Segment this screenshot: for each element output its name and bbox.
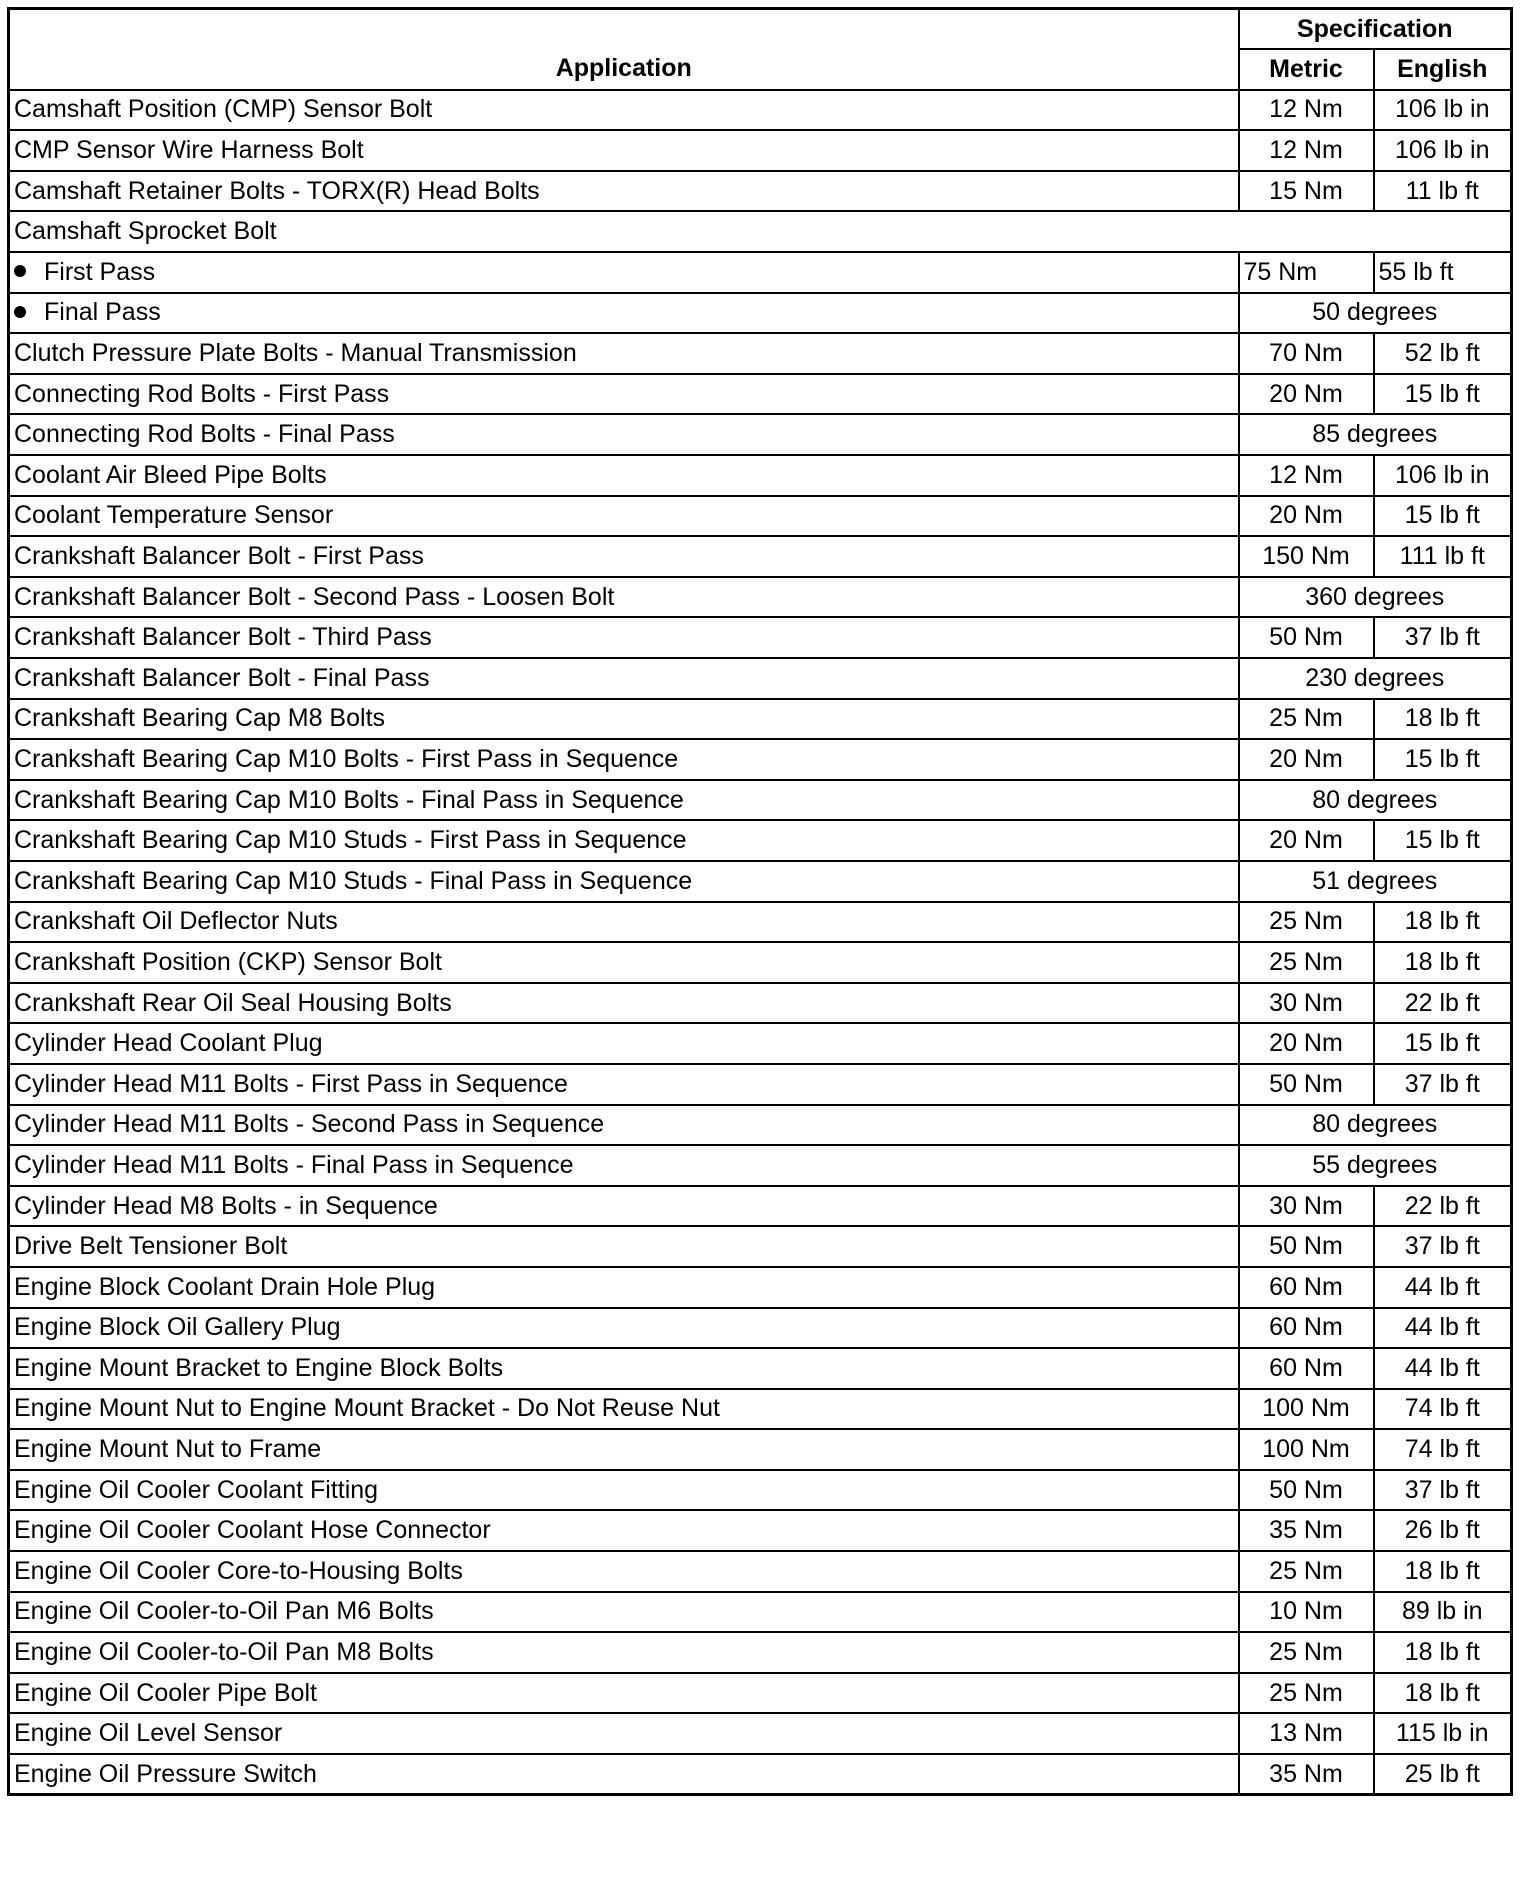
application-cell [9, 455, 1239, 496]
application-label: Crankshaft Bearing Cap M8 Bolts [14, 704, 386, 733]
english-cell: 37 lb ft [1374, 1470, 1512, 1511]
english-cell: 44 lb ft [1374, 1348, 1512, 1389]
application-label: Engine Oil Cooler-to-Oil Pan M6 Bolts [14, 1597, 434, 1626]
english-cell: 18 lb ft [1374, 1551, 1512, 1592]
table-row [9, 1226, 1512, 1267]
table-row [9, 374, 1512, 415]
metric-cell: 12 Nm [1239, 130, 1374, 171]
english-cell: 106 lb in [1374, 90, 1512, 131]
table-row [9, 942, 1512, 983]
application-label: Crankshaft Position (CKP) Sensor Bolt [14, 947, 442, 976]
english-cell: 106 lb in [1374, 130, 1512, 171]
table-row [9, 1145, 1512, 1186]
english-cell: 18 lb ft [1374, 1632, 1512, 1673]
english-cell: 15 lb ft [1374, 820, 1512, 861]
application-label: Cylinder Head M11 Bolts - Final Pass in Sequence [14, 1150, 574, 1179]
application-cell [9, 942, 1239, 983]
application-cell [9, 658, 1239, 699]
english-cell: 44 lb ft [1374, 1267, 1512, 1308]
table-row [9, 455, 1512, 496]
application-cell [9, 1308, 1239, 1349]
english-cell: 37 lb ft [1374, 1226, 1512, 1267]
english-cell: 18 lb ft [1374, 942, 1512, 983]
application-label: Engine Block Coolant Drain Hole Plug [14, 1272, 436, 1301]
application-label: CMP Sensor Wire Harness Bolt [14, 136, 364, 165]
application-cell [9, 1429, 1239, 1470]
metric-cell: 100 Nm [1239, 1429, 1374, 1470]
table-row [9, 171, 1512, 212]
table-row [9, 820, 1512, 861]
metric-cell: 10 Nm [1239, 1592, 1374, 1633]
table-row [9, 902, 1512, 943]
application-label: Crankshaft Balancer Bolt - Second Pass - Loosen Bolt [14, 582, 615, 611]
application-cell [9, 1023, 1239, 1064]
application-label: Engine Mount Nut to Engine Mount Bracket - Do Not Reuse Nut [14, 1394, 720, 1423]
application-label: Camshaft Retainer Bolts - TORX(R) Head Bolts [14, 176, 540, 205]
table-row [9, 1267, 1512, 1308]
table-row [9, 1308, 1512, 1349]
table-row [9, 861, 1512, 902]
table-row [9, 617, 1512, 658]
application-label: Engine Oil Pressure Switch [14, 1759, 317, 1788]
metric-cell: 60 Nm [1239, 1348, 1374, 1389]
application-cell [9, 252, 1239, 293]
application-cell [9, 983, 1239, 1024]
table-row [9, 1429, 1512, 1470]
application-cell [9, 211, 1512, 252]
metric-cell: 13 Nm [1239, 1713, 1374, 1754]
application-label: Crankshaft Bearing Cap M10 Bolts - First Pass in Sequence [14, 744, 679, 773]
table-row [9, 1673, 1512, 1714]
application-cell [9, 1470, 1239, 1511]
table-row [9, 1754, 1512, 1795]
english-cell: 11 lb ft [1374, 171, 1512, 212]
table-row [9, 577, 1512, 618]
metric-cell: 100 Nm [1239, 1389, 1374, 1430]
metric-cell: 60 Nm [1239, 1308, 1374, 1349]
application-label: Cylinder Head M8 Bolts - in Sequence [14, 1191, 438, 1220]
application-cell [9, 820, 1239, 861]
application-cell [9, 1754, 1239, 1795]
application-cell [9, 1673, 1239, 1714]
application-cell [9, 1105, 1239, 1146]
application-label: Drive Belt Tensioner Bolt [14, 1232, 288, 1261]
english-cell: 115 lb in [1374, 1713, 1512, 1754]
application-cell [9, 861, 1239, 902]
application-cell [9, 739, 1239, 780]
table-row [9, 90, 1512, 131]
application-cell [9, 536, 1239, 577]
spec-degrees-cell: 360 degrees [1239, 577, 1512, 618]
table-row [9, 496, 1512, 537]
application-label: Crankshaft Balancer Bolt - First Pass [14, 542, 424, 571]
table-row [9, 252, 1512, 293]
application-cell [9, 1064, 1239, 1105]
table-row [9, 1186, 1512, 1227]
metric-cell: 20 Nm [1239, 739, 1374, 780]
application-cell [9, 333, 1239, 374]
specification-header: Specification [1239, 9, 1512, 50]
metric-header: Metric [1239, 49, 1374, 90]
application-cell [9, 577, 1239, 618]
metric-cell: 70 Nm [1239, 333, 1374, 374]
application-cell [9, 1267, 1239, 1308]
spec-degrees-cell: 80 degrees [1239, 780, 1512, 821]
english-cell: 15 lb ft [1374, 496, 1512, 537]
table-row [9, 1348, 1512, 1389]
english-cell: 25 lb ft [1374, 1754, 1512, 1795]
application-cell [9, 414, 1239, 455]
english-cell: 106 lb in [1374, 455, 1512, 496]
application-label: Engine Oil Cooler Coolant Fitting [14, 1475, 379, 1504]
metric-cell: 35 Nm [1239, 1754, 1374, 1795]
table-row [9, 1592, 1512, 1633]
table-row [9, 658, 1512, 699]
header-row-top [9, 9, 1512, 50]
table-row [9, 536, 1512, 577]
metric-cell: 30 Nm [1239, 1186, 1374, 1227]
application-cell [9, 902, 1239, 943]
english-cell: 74 lb ft [1374, 1429, 1512, 1470]
metric-cell: 25 Nm [1239, 902, 1374, 943]
english-cell: 37 lb ft [1374, 617, 1512, 658]
application-label: Crankshaft Balancer Bolt - Third Pass [14, 623, 432, 652]
application-cell [9, 780, 1239, 821]
metric-cell: 20 Nm [1239, 496, 1374, 537]
application-label: Coolant Air Bleed Pipe Bolts [14, 460, 327, 489]
application-label: Connecting Rod Bolts - Final Pass [14, 420, 395, 449]
application-label: Cylinder Head M11 Bolts - First Pass in Sequence [14, 1069, 568, 1098]
english-cell: 37 lb ft [1374, 1064, 1512, 1105]
spec-table-body [9, 90, 1512, 1795]
application-label: Coolant Temperature Sensor [14, 501, 334, 530]
application-label: Crankshaft Rear Oil Seal Housing Bolts [14, 988, 452, 1017]
application-label: Camshaft Position (CMP) Sensor Bolt [14, 95, 433, 124]
table-row [9, 1510, 1512, 1551]
metric-cell: 25 Nm [1239, 1551, 1374, 1592]
spec-degrees-cell: 50 degrees [1239, 293, 1512, 334]
bullet-icon [14, 265, 26, 277]
application-label: Final Pass [44, 298, 161, 327]
english-cell: 15 lb ft [1374, 374, 1512, 415]
table-row [9, 414, 1512, 455]
metric-cell: 12 Nm [1239, 90, 1374, 131]
english-cell: 15 lb ft [1374, 1023, 1512, 1064]
table-row [9, 739, 1512, 780]
metric-cell: 25 Nm [1239, 942, 1374, 983]
application-cell [9, 374, 1239, 415]
english-cell: 22 lb ft [1374, 1186, 1512, 1227]
application-cell [9, 1226, 1239, 1267]
table-row [9, 211, 1512, 252]
application-cell [9, 1389, 1239, 1430]
table-row [9, 983, 1512, 1024]
metric-cell: 150 Nm [1239, 536, 1374, 577]
application-label: Engine Oil Cooler Pipe Bolt [14, 1678, 317, 1707]
metric-cell: 20 Nm [1239, 1023, 1374, 1064]
application-label: First Pass [44, 257, 156, 286]
application-label: Engine Oil Cooler-to-Oil Pan M8 Bolts [14, 1638, 434, 1667]
metric-cell: 35 Nm [1239, 1510, 1374, 1551]
table-row [9, 1632, 1512, 1673]
table-row [9, 1105, 1512, 1146]
metric-cell: 50 Nm [1239, 1226, 1374, 1267]
english-cell: 52 lb ft [1374, 333, 1512, 374]
table-row [9, 1023, 1512, 1064]
application-label: Clutch Pressure Plate Bolts - Manual Transmission [14, 339, 577, 368]
application-cell [9, 699, 1239, 740]
table-row [9, 333, 1512, 374]
application-cell [9, 1510, 1239, 1551]
metric-cell: 60 Nm [1239, 1267, 1374, 1308]
application-header: Application [9, 9, 1239, 90]
table-row [9, 1713, 1512, 1754]
table-row [9, 130, 1512, 171]
application-cell [9, 1186, 1239, 1227]
application-label: Cylinder Head Coolant Plug [14, 1029, 323, 1058]
table-row [9, 699, 1512, 740]
application-cell [9, 90, 1239, 131]
metric-cell: 50 Nm [1239, 617, 1374, 658]
table-row [9, 1551, 1512, 1592]
application-label: Crankshaft Oil Deflector Nuts [14, 907, 338, 936]
metric-cell: 20 Nm [1239, 820, 1374, 861]
metric-cell: 20 Nm [1239, 374, 1374, 415]
application-label: Engine Oil Cooler Core-to-Housing Bolts [14, 1556, 463, 1585]
spec-degrees-cell: 51 degrees [1239, 861, 1512, 902]
english-cell: 18 lb ft [1374, 902, 1512, 943]
english-cell: 15 lb ft [1374, 739, 1512, 780]
table-row [9, 1470, 1512, 1511]
metric-cell: 25 Nm [1239, 1673, 1374, 1714]
bullet-icon [14, 306, 26, 318]
spec-degrees-cell: 85 degrees [1239, 414, 1512, 455]
english-cell: 18 lb ft [1374, 1673, 1512, 1714]
spec-degrees-cell: 55 degrees [1239, 1145, 1512, 1186]
english-cell: 55 lb ft [1374, 252, 1512, 293]
english-cell: 74 lb ft [1374, 1389, 1512, 1430]
application-label: Engine Block Oil Gallery Plug [14, 1313, 341, 1342]
application-label: Camshaft Sprocket Bolt [14, 217, 277, 246]
english-cell: 18 lb ft [1374, 699, 1512, 740]
spec-degrees-cell: 230 degrees [1239, 658, 1512, 699]
application-cell [9, 1713, 1239, 1754]
table-row [9, 1389, 1512, 1430]
english-cell: 111 lb ft [1374, 536, 1512, 577]
table-row [9, 780, 1512, 821]
metric-cell: 75 Nm [1239, 252, 1374, 293]
table-row [9, 1064, 1512, 1105]
application-cell [9, 171, 1239, 212]
metric-cell: 50 Nm [1239, 1064, 1374, 1105]
application-cell [9, 130, 1239, 171]
application-label: Engine Oil Level Sensor [14, 1719, 283, 1748]
torque-spec-table [7, 7, 1513, 1796]
application-cell [9, 1551, 1239, 1592]
application-label: Connecting Rod Bolts - First Pass [14, 379, 390, 408]
english-header: English [1374, 49, 1512, 90]
spec-degrees-cell: 80 degrees [1239, 1105, 1512, 1146]
application-label: Crankshaft Balancer Bolt - Final Pass [14, 663, 430, 692]
metric-cell: 25 Nm [1239, 699, 1374, 740]
application-label: Engine Oil Cooler Coolant Hose Connector [14, 1516, 491, 1545]
application-label: Engine Mount Nut to Frame [14, 1435, 322, 1464]
metric-cell: 15 Nm [1239, 171, 1374, 212]
application-cell [9, 617, 1239, 658]
application-cell [9, 293, 1239, 334]
application-cell [9, 1632, 1239, 1673]
application-cell [9, 496, 1239, 537]
metric-cell: 30 Nm [1239, 983, 1374, 1024]
english-cell: 44 lb ft [1374, 1308, 1512, 1349]
table-row [9, 293, 1512, 334]
english-cell: 22 lb ft [1374, 983, 1512, 1024]
application-label: Crankshaft Bearing Cap M10 Studs - Final Pass in Sequence [14, 866, 693, 895]
metric-cell: 50 Nm [1239, 1470, 1374, 1511]
application-cell [9, 1145, 1239, 1186]
metric-cell: 25 Nm [1239, 1632, 1374, 1673]
application-cell [9, 1348, 1239, 1389]
english-cell: 89 lb in [1374, 1592, 1512, 1633]
application-label: Cylinder Head M11 Bolts - Second Pass in Sequence [14, 1110, 605, 1139]
english-cell: 26 lb ft [1374, 1510, 1512, 1551]
application-label: Engine Mount Bracket to Engine Block Bolts [14, 1353, 504, 1382]
application-label: Crankshaft Bearing Cap M10 Bolts - Final Pass in Sequence [14, 785, 684, 814]
metric-cell: 12 Nm [1239, 455, 1374, 496]
application-cell [9, 1592, 1239, 1633]
application-label: Crankshaft Bearing Cap M10 Studs - First Pass in Sequence [14, 826, 687, 855]
